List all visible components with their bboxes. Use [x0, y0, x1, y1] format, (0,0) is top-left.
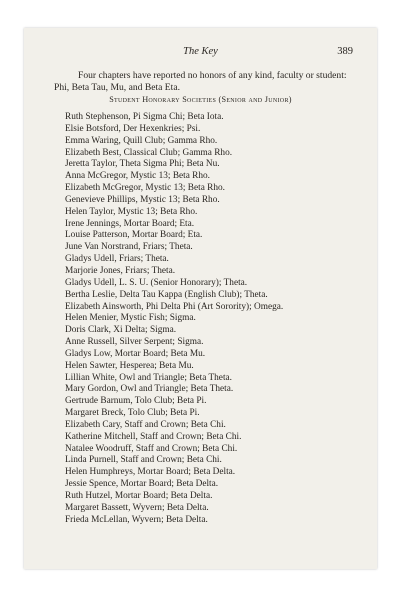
- honor-entry: Louise Patterson, Mortar Board; Eta.: [65, 230, 203, 241]
- honor-entry: Natalee Woodruff, Staff and Crown; Beta Chi.: [65, 443, 238, 454]
- honor-entry: June Van Norstrand, Friars; Theta.: [65, 242, 193, 253]
- honor-entry: Elizabeth Best, Classical Club; Gamma Rho.: [65, 147, 233, 158]
- intro-text: Four chapters have reported no honors of any kind, faculty or student: Phi, Beta Tau, Mu, and Beta Eta.: [54, 70, 347, 93]
- book-page: [24, 28, 377, 569]
- honor-entry: Ruth Hutzel, Mortar Board; Beta Delta.: [65, 491, 213, 501]
- honor-entry: Katherine Mitchell, Staff and Crown; Beta Chi.: [65, 431, 242, 442]
- honor-entry: Elizabeth Cary, Staff and Crown; Beta Chi.: [65, 419, 226, 430]
- honor-entry: Anne Russell, Silver Serpent; Sigma.: [65, 337, 204, 348]
- honor-entry: Elizabeth McGregor, Mystic 13; Beta Rho.: [65, 183, 225, 194]
- honor-entry: Doris Clark, Xi Delta; Sigma.: [65, 325, 177, 336]
- honor-entry: Bertha Leslie, Delta Tau Kappa (English Club); Theta.: [65, 289, 268, 300]
- honor-entry-list: [65, 112, 283, 527]
- honor-entry: Emma Waring, Quill Club; Gamma Rho.: [65, 135, 218, 146]
- honor-entry: Helen Menier, Mystic Fish; Sigma.: [65, 313, 196, 324]
- honor-entry: Gladys Udell, Friars; Theta.: [65, 254, 169, 265]
- honor-entry: Gladys Low, Mortar Board; Beta Mu.: [65, 348, 206, 359]
- honor-entry: Elsie Botsford, Der Hexenkries; Psi.: [65, 123, 201, 134]
- honor-entry: Jessie Spence, Mortar Board; Beta Delta.: [65, 479, 219, 490]
- honor-entry: Elizabeth Ainsworth, Phi Delta Phi (Art Sorority); Omega.: [65, 301, 284, 312]
- honor-entry: Jeretta Taylor, Theta Sigma Phi; Beta Nu.: [65, 159, 220, 170]
- running-title: The Key: [183, 46, 218, 57]
- page-number: 389: [337, 46, 353, 57]
- honor-entry: Helen Humphreys, Mortar Board; Beta Delta.: [65, 467, 236, 478]
- honor-entry: Helen Taylor, Mystic 13; Beta Rho.: [65, 206, 198, 217]
- honor-entry: Margaret Breck, Tolo Club; Beta Pi.: [65, 408, 200, 419]
- honor-entry: Gladys Udell, L. S. U. (Senior Honorary); Theta.: [65, 277, 248, 288]
- honor-entry: Mary Gordon, Owl and Triangle; Beta Theta.: [65, 384, 234, 395]
- honor-entry: Genevieve Phillips, Mystic 13; Beta Rho.: [65, 194, 220, 205]
- honor-entry: Irene Jennings, Mortar Board; Eta.: [65, 218, 195, 229]
- honor-entry: Marjorie Jones, Friars; Theta.: [65, 265, 176, 276]
- honor-entry: Margaret Bassett, Wyvern; Beta Delta.: [65, 502, 209, 513]
- intro-paragraph: [54, 70, 353, 94]
- honor-entry: Frieda McLellan, Wyvern; Beta Delta.: [65, 514, 208, 525]
- honor-entry: Helen Sawter, Hesperea; Beta Mu.: [65, 360, 194, 371]
- honor-entry: Linda Purnell, Staff and Crown; Beta Chi.: [65, 455, 222, 466]
- honor-entry: Ruth Stephenson, Pi Sigma Chi; Beta Iota.: [65, 112, 224, 122]
- page-header: [24, 46, 377, 60]
- section-heading: Student Honorary Societies (Senior and Junior): [109, 95, 292, 104]
- honor-entry: Gertrude Barnum, Tolo Club; Beta Pi.: [65, 396, 207, 407]
- honor-entry: Lillian White, Owl and Triangle; Beta Theta.: [65, 372, 232, 383]
- honor-entry: Anna McGregor, Mystic 13; Beta Rho.: [65, 171, 210, 182]
